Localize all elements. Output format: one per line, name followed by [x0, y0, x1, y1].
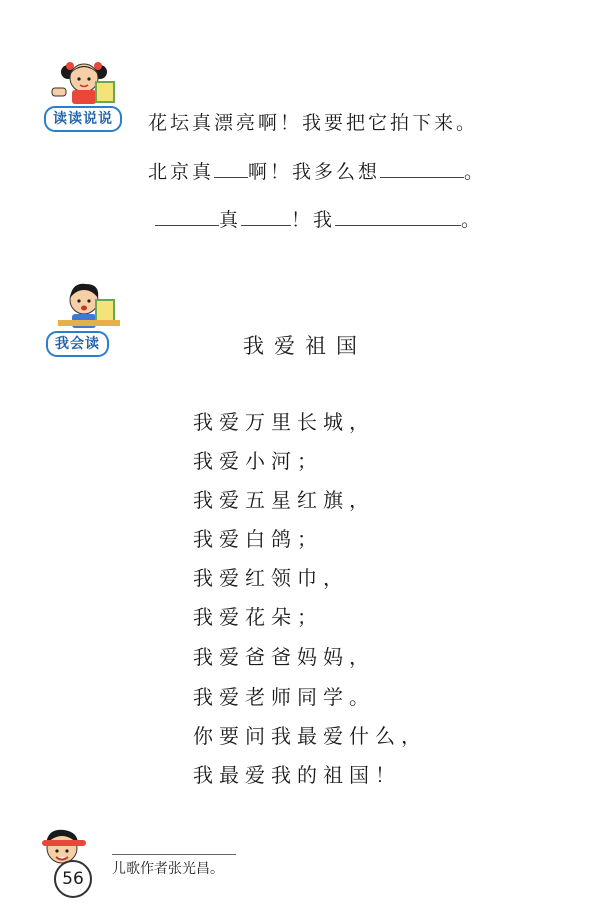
poem-line: 我爱万里长城， — [193, 410, 375, 434]
read-and-say-badge: 读读说说 — [44, 106, 122, 132]
poem-title: 我爱祖国 — [243, 334, 367, 358]
blank-4[interactable] — [241, 207, 291, 226]
example-sentence-text: 花坛真漂亮啊！我要把它拍下来。 — [148, 112, 479, 134]
sentence2-part-a: 真 — [219, 209, 242, 231]
sentence2-part-b: ！我 — [291, 209, 336, 231]
girl-reading-illustration — [44, 52, 124, 108]
i-can-read-badge: 我会读 — [46, 331, 109, 357]
sentence2-part-c: 。 — [461, 209, 484, 231]
page-number: 56 — [62, 869, 84, 889]
poem-line: 我爱爸爸妈妈， — [193, 645, 375, 669]
poem-line: 我最爱我的祖国！ — [193, 763, 401, 787]
sentence1-part-c: 。 — [464, 161, 487, 183]
sentence1-part-b: 啊！我多么想 — [248, 161, 381, 183]
page-number-circle — [54, 860, 92, 898]
poem-line: 我爱花朵； — [193, 605, 323, 629]
poem-line: 我爱五星红旗， — [193, 488, 375, 512]
sentence1-part-a: 北京真 — [148, 161, 215, 183]
footnote: 儿歌作者张光昌。 — [112, 861, 224, 877]
boy-reading-illustration — [54, 278, 124, 332]
poem-line: 我爱红领巾， — [193, 566, 349, 590]
example-sentence — [148, 108, 478, 135]
poem-line: 你要问我最爱什么， — [193, 724, 427, 748]
blank-5[interactable] — [335, 207, 461, 226]
blank-3[interactable] — [155, 207, 219, 226]
fill-in-sentence-2 — [155, 205, 483, 232]
poem-line: 我爱小河； — [193, 449, 323, 473]
poem-line: 我爱白鸽； — [193, 527, 323, 551]
blank-1[interactable] — [214, 159, 248, 178]
blank-2[interactable] — [380, 159, 464, 178]
poem-line: 我爱老师同学。 — [193, 685, 375, 709]
fill-in-sentence-1 — [148, 157, 486, 184]
footnote-divider — [112, 854, 236, 855]
